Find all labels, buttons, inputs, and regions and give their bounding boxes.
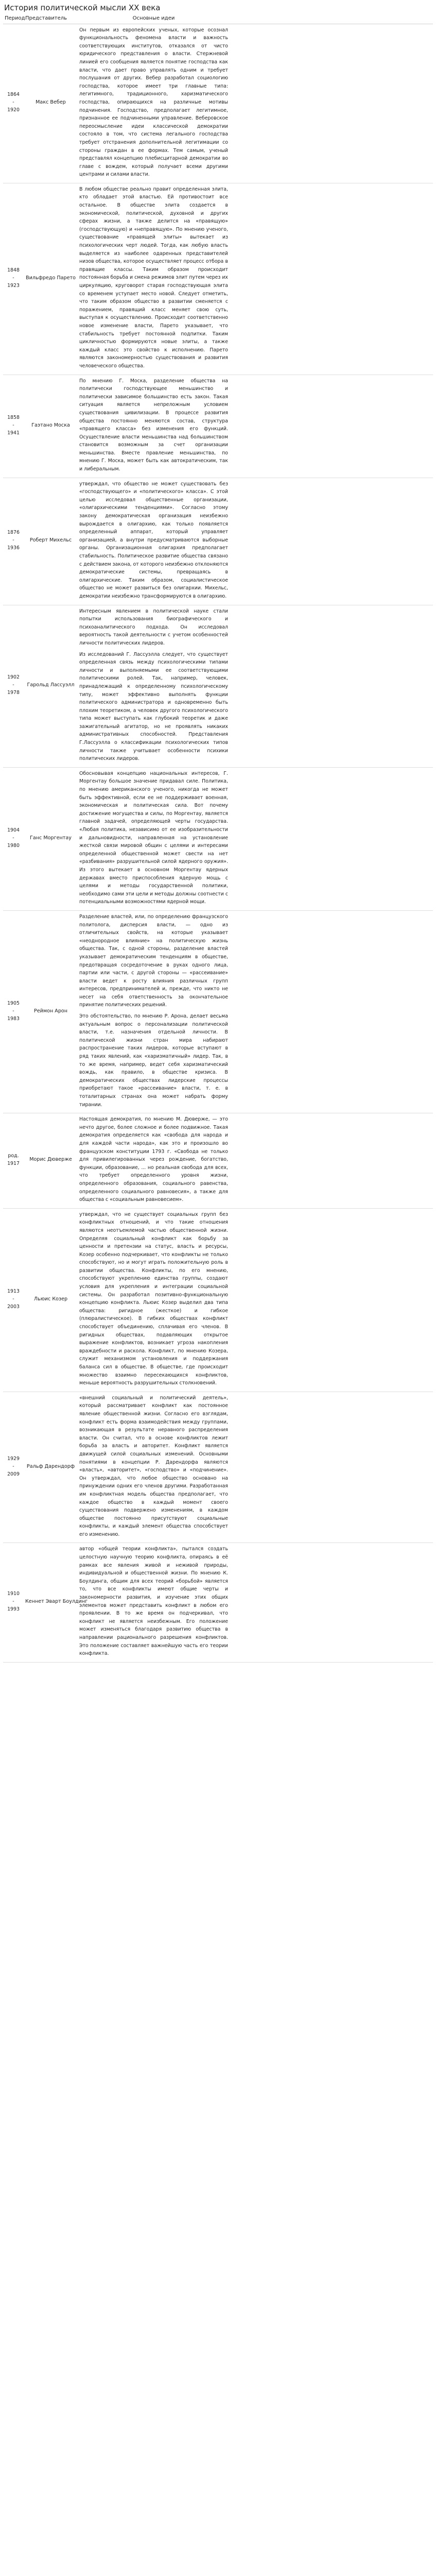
ideas-cell: [78, 478, 230, 605]
empty-cell: [230, 1543, 433, 1662]
ideas-cell: [78, 1543, 230, 1662]
ideas-cell: [78, 24, 230, 183]
period-dash: -: [12, 682, 14, 688]
period-cell: [3, 910, 24, 1113]
table-row: [3, 1208, 433, 1392]
period-start: род. 1917: [7, 1153, 20, 1166]
period-start: 1929: [7, 1455, 20, 1462]
empty-cell: [230, 24, 433, 183]
period-dash: -: [12, 275, 14, 281]
period-cell: [3, 375, 24, 478]
period-cell: [3, 1208, 24, 1392]
period-cell: [3, 767, 24, 910]
ideas-cell: [78, 767, 230, 910]
empty-cell: [230, 375, 433, 478]
period-start: 1913: [7, 1288, 20, 1294]
period-start: 1910: [7, 1591, 20, 1597]
period-start: 1858: [7, 414, 20, 420]
ideas-cell: [78, 1113, 230, 1209]
table-row: [3, 767, 433, 910]
period-cell: [3, 1543, 24, 1662]
period-end: 1993: [7, 1606, 20, 1613]
ideas-paragraph: В любом обществе реально правит определенная элита, кто обладает этой властью. Ей противостоит все остальное. В обществе элита создается в экономической, политической, духовной и других сферах жизни, а также делится на «правящую» (господствующую) и «неправящую». По мнению ученого, существование «правящей элиты» вытекает из психологических черт людей. Тогда, как любую власть выделяется из наиболее одаренных представителей низов общества, которое осуществляет процесс отбора в правящие классы. Таким образом происходит постоянная борьба и смена режимов элит путем через их циркуляцию, круговорот старая господствующая элита со временем уступает место новой. Следует отметить, что таким образом общество в развитии сменяется с поражением, правящий класс меняет свою суть, выступая к осуществлению. Происходит соответственно новое изменение власти, Парето указывает, что стабильность требует постоянной подпитки. Таким цикличностью формируются новые элиты, а также каждый класс это свойство к исполнению. Парето являются закономерностью существования и развития человеческого общества.: [79, 186, 228, 369]
representative-cell: Морис Дюверже: [24, 1113, 78, 1209]
ideas-paragraph: автор «общей теории конфликта», пытался создать целостную научную теорию конфликта, опираясь в её рамках все явления живой и неживой природы, индивидуальной и общественной жизни. По мнению К. Боулдинга, общим для всех теорий «борьбой» является то, что все конфликты имеют общие черты и закономерности развития, и изучение этих общих элементов может представить конфликт в любом его проявлении. В то же время он подчеркивал, что конфликт не является неизбежным. Его положение может изменяться благодаря развитию общества в направлении рационального разрешения конфликтов. Это положение составляет важнейшую часть его теории конфликта.: [79, 1546, 228, 1657]
period-cell: [3, 183, 24, 375]
ideas-cell: [78, 375, 230, 478]
period-end: 2003: [7, 1303, 20, 1310]
period-start: 1904: [7, 827, 20, 833]
table-row: [3, 478, 433, 605]
period-end: 1978: [7, 690, 20, 696]
table-body: [3, 24, 433, 1662]
representative-cell: Ральф Дарендорф: [24, 1392, 78, 1543]
empty-cell: [230, 910, 433, 1113]
page-title: История политической мысли XX века: [4, 3, 161, 12]
table-row: [3, 605, 433, 767]
period-cell: [3, 24, 24, 183]
empty-cell: [230, 605, 433, 767]
ideas-paragraph: утверждал, что не существует социальных групп без конфликтных отношений, и что такие отношения являются неотъемлемой частью общественной жизни. Определяя социальный конфликт как борьбу за ценности и претензии на статус, власть и ресурсы, Козер особенно подчеркивает, что конфликты не только способствуют, но и могут играть положительную роль в развитии общества. Конфликты, по его мнению, способствуют укреплению единства группы, создают условия для укрепления и интеграции социальной системы. Он разработал позитивно-функциональную концепцию конфликта. Льюис Козер выделил два типа общества: ригидное (жесткое) и гибкое (плюралистическое). В гибких обществах конфликт способствует объединению, сплачивая его членов. В ригидных обществах, подавляющих открытое выражение конфликтов, возникает угроза накопления враждебности и раскола. Конфликт, по мнению Козера, служит механизмом установления и поддержания баланса сил в обществе. В обществе, где происходит множество взаимно пересекающихся конфликтов, меньше вероятность разрушительных столкновений.: [79, 1211, 228, 1386]
period-start: 1864: [7, 92, 20, 98]
ideas-cell: [78, 1208, 230, 1392]
empty-cell: [230, 478, 433, 605]
period-dash: -: [12, 1296, 14, 1302]
period-dash: -: [12, 1463, 14, 1469]
ideas-cell: [78, 605, 230, 767]
representative-cell: Ганс Моргентау: [24, 767, 78, 910]
header-period: Период: [3, 14, 24, 24]
representative-cell: Гарольд Лассуэлл: [24, 605, 78, 767]
header-representative: Представитель: [24, 14, 78, 24]
period-end: 1923: [7, 282, 20, 289]
representative-cell: Кеннет Эварт Боулдинг: [24, 1543, 78, 1662]
period-end: 1936: [7, 545, 20, 551]
ideas-paragraph: По мнению Г. Моска, разделение общества на политически господствующее меньшинство и политически зависимое большинство есть закон. Такая ситуация является непреложным условием существования цивилизации. В процессе развития общества постоянно меняются состав, структура «правящего класса» без изменения его функций. Осуществление власти меньшинства над большинством становится возможным за счет организации меньшинства. Вместе правление меньшинства, по мнению Г. Моска, может быть как автократическим, так и либеральным.: [79, 378, 228, 472]
representative-cell: Вильфредо Парето: [24, 183, 78, 375]
period-cell: [3, 1113, 24, 1209]
representative-cell: Гаэтано Моска: [24, 375, 78, 478]
table-row: [3, 1543, 433, 1662]
period-end: 1980: [7, 842, 20, 849]
period-dash: -: [12, 537, 14, 544]
ideas-paragraph: Обосновывая концепцию национальных интересов, Г. Моргентау большое значение придавал силе. Политика, по мнению американского ученого, никогда не может быть эффективной, если ее не поддерживает военная, экономическая и политическая сила. Вот почему достижение могущества и силы, по Моргентау, является главной задачей, определяющей черты государства. «Любая политика, независимо от ее изобразительности и дальновидности, направленная на установление жесткой связи мировой общин с целями и интересами определенной общественной может свести на нет «разбивания» разрушительной силой ядерного оружия». Из этого вытекает в основном Моргентау ядерных державах вместо приспособления ядерную мощь с целями и методы государственной политики, необходимо сами эти цели и методы должны соотнести с потенциальными возможностями ядерной мощи.: [79, 770, 228, 905]
ideas-cell: [78, 183, 230, 375]
empty-cell: [230, 767, 433, 910]
period-dash: -: [12, 99, 14, 106]
representative-cell: Реймон Арон: [24, 910, 78, 1113]
period-cell: [3, 605, 24, 767]
ideas-paragraph: Из исследований Г. Лассуэлла следует, что существует определенная связь между психологическими типами личности и выполняемыми ее соответствующими политическими ролей. Так, например, человек, принадлежащий к определенному психологическому типу, может эффективно выполнять функции политического администратора и одновременно быть плохим теоретиком, а человек другого психологического типа может выступать как глубокий теоретик и даже зажигательный агитатор, но не проявлять никаких административных способностей. Представления Г.Лассуэлла о классификации психологических типов личности также учитывает особенности психики политических лидеров.: [79, 651, 228, 762]
representative-cell: Роберт Михельс: [24, 478, 78, 605]
period-start: 1876: [7, 530, 20, 536]
period-cell: [3, 478, 24, 605]
period-start: 1905: [7, 1000, 20, 1006]
period-start: 1848: [7, 267, 20, 273]
empty-cell: [230, 1392, 433, 1543]
period-end: 1920: [7, 107, 20, 113]
table-row: [3, 183, 433, 375]
history-table: [3, 14, 433, 1663]
empty-cell: [230, 1113, 433, 1209]
period-cell: [3, 1392, 24, 1543]
period-dash: -: [12, 422, 14, 428]
period-end: 1983: [7, 1015, 20, 1022]
header-ideas: Основные идеи: [78, 14, 230, 24]
ideas-paragraph: Разделение властей, или, по определению французского политолога, дисперсия власти, — одно из отличительных свойств, на которые указывает «неоднородное влияние» на политическую жизнь общества. Так, с одной стороны, разделение властей указывает демократическим тенденциям в обществе, предотвращая сосредоточение в руках одного лица, партии или части, с другой стороны — «рассеивание» власти ведет к росту влияния различных групп интересов, предпринимателей и, прежде, что никто не несет на себя ответственность за окончательное принятие политических решений.: [79, 913, 228, 1008]
empty-cell: [230, 183, 433, 375]
ideas-paragraph: утверждал, что общество не может существовать без «господствующего» и «политического» класса». С этой целью исследовал общественные организации, «олигархическими тенденциями». Согласно этому закону демократическая организация неизбежно вырождается в олигархию, как только появляется определенный аппарат, который управляет организацией, а внутри предусматриваются выборные органы. Организационная олигархия предполагает стабильность. Политическое развитие общества связано с действием закона, от которого неизбежно отклоняются демократические системы, превращаясь в олигархические. Таким образом, социалистическое общество не может развиться без олигархии. Михельс, демократии неизбежно трансформируются в олигархию.: [79, 481, 228, 599]
table-row: [3, 1392, 433, 1543]
ideas-paragraph: Настоящая демократия, по мнению М. Дюверже, — это нечто другое, более сложное и более подвижное. Такая демократия определяется как «свобода для народа и для каждой части народа», как это и произошло во французском конституции 1793 г. «Свобода не только для привилегированных через рождение, богатство, функции, образование, ... но реальная свобода для всех, что требует определенного уровня жизни, определенного образования, социального равенства, определенного социального равновесия», а также для общества с «социальным равновесием».: [79, 1116, 228, 1203]
table-row: [3, 375, 433, 478]
ideas-cell: [78, 910, 230, 1113]
ideas-paragraph: Интересным явлением в политической науке стали попытки использования биографического и психоаналитического подхода. Он исследовал вероятность такой деятельности с учетом особенностей личности политических лидеров.: [79, 608, 228, 646]
period-dash: -: [12, 835, 14, 841]
header-empty: [230, 14, 433, 24]
ideas-paragraph: «внешний социальный и политический деятель», который рассматривает конфликт как постоянное явление общественной жизни. Согласно его взглядам, конфликт есть форма взаимодействия между группами, возникающая в результате неравного распределения власти. Он считал, что в основе конфликтов лежит борьба за власть и авторитет. Конфликт является движущей силой социальных изменений. Основными понятиями в концепции Р. Дарендорфа являются «власть», «авторитет», «господство» и «подчинение». Он утверждал, что любое общество основано на принуждении одних его членов другими. Разработанная им конфликтная модель общества предполагает, что каждое общество в каждый момент своего существования подвержено изменениям, в каждом обществе постоянно присутствуют социальные конфликты, и каждый элемент общества способствует его изменению.: [79, 1395, 228, 1537]
representative-cell: Макс Вебер: [24, 24, 78, 183]
empty-cell: [230, 1208, 433, 1392]
representative-cell: Льюис Козер: [24, 1208, 78, 1392]
period-end: 1941: [7, 430, 20, 436]
period-dash: -: [12, 1008, 14, 1014]
period-end: 2009: [7, 1471, 20, 1477]
table-row: [3, 24, 433, 183]
table-row: [3, 910, 433, 1113]
period-start: 1902: [7, 674, 20, 681]
table-row: [3, 1113, 433, 1209]
ideas-paragraph: Это обстоятельство, по мнению Р. Арона, делает весьма актуальным вопрос о персонализации политической власти, т.е. назначения отдельной личности. В политической жизни стран мира набирают распространение таких лидеров, которые вступают в ряд таких явлений, как «харизматичный» лидер. Так, в то же время, например, ведет себя харизматический вождь, как правило, в обществе кризиса. В демократических обществах лидерские процессы приобретают такое «рассеивание» власти, т. е. в тоталитарных странах она может набрать форму тирании.: [79, 1013, 228, 1108]
table-header-row: [3, 14, 433, 24]
ideas-cell: [78, 1392, 230, 1543]
ideas-paragraph: Он первым из европейских ученых, которые осознал функциональность феномена власти и важность соответствующих институтов, отказался от чисто юридического представления о власти. Стержневой линией его сообщения является понятие господства как власти, что дает право управлять одним и требует послушания от других. Вебер разработал социологию господства, которое имеет три главные типа: легитимного, традиционного, харизматического господства, опирающихся на различные мотивы подчинения. Господство, предполагает легитимное, признанное ее подчиненными управление. Веберовское переосмысление идеи классической демократии состояло в том, что система легального господства требует отстранения дополнительной легитимации со стороны граждан в ее формах. Тем самым, ученый представлял концепцию плебисцитарной демократии во главе с вождем, который получает всеми другими центрами и силами власти.: [79, 27, 228, 178]
period-dash: -: [12, 1599, 14, 1605]
